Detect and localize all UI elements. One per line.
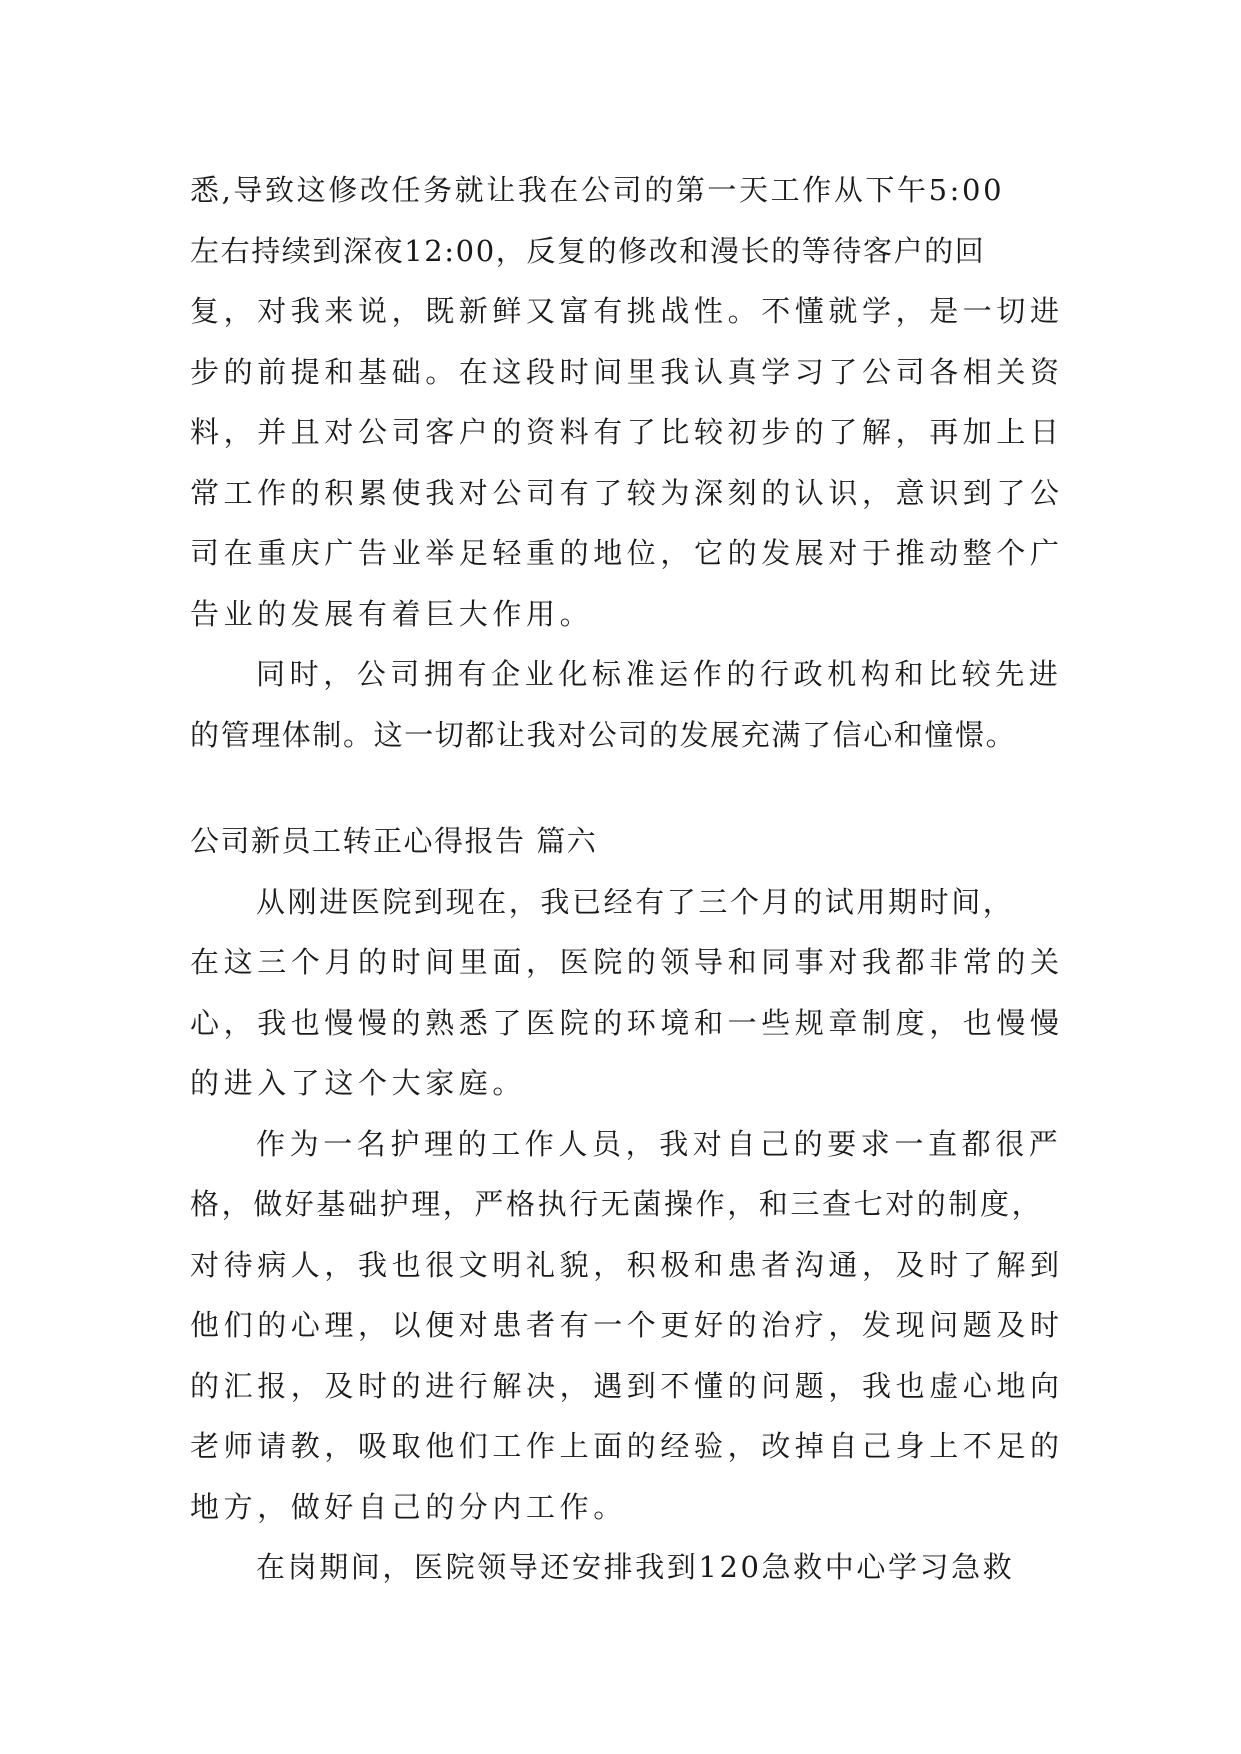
text-line: 老师请教，吸取他们工作上面的经验，改掉自己身上不足的: [190, 1429, 1064, 1463]
text-line: 的进入了这个大家庭。: [190, 1066, 527, 1100]
text-line: 地方，做好自己的分内工作。: [190, 1489, 627, 1524]
text-line: 步的前提和基础。在这段时间里我认真学习了公司各相关资: [190, 354, 1064, 389]
text-line: 对待病人，我也很文明礼貌，积极和患者沟通，及时了解到: [190, 1247, 1064, 1282]
text-line: 格，做好基础护理，严格执行无菌操作，和三查七对的制度，: [190, 1187, 1044, 1221]
text-line: 告业的发展有着巨大作用。: [190, 596, 594, 631]
text-line: 复，对我来说，既新鲜又富有挑战性。不懂就学，是一切进: [190, 294, 1064, 328]
paragraph: [190, 1537, 1050, 1598]
paragraph: [190, 1114, 1064, 1538]
text-line: 心，我也慢慢的熟悉了医院的环境和一些规章制度，也慢慢: [190, 1005, 1064, 1040]
document-body: [190, 160, 1064, 1598]
text-line: 常工作的积累使我对公司有了较为深刻的认识，意识到了公: [190, 475, 1064, 510]
paragraph: [190, 644, 1063, 765]
text-line: 司在重庆广告业举足轻重的地位，它的发展对于推动整个广: [190, 536, 1064, 570]
text-line: 在岗期间，医院领导还安排我到120急救中心学习急救: [256, 1550, 1015, 1584]
text-line: 从刚进医院到现在，我已经有了三个月的试用期时间，: [256, 884, 1015, 919]
paragraph: [190, 160, 1064, 644]
text-line: 的汇报，及时的进行解决，遇到不懂的问题，我也虚心地向: [190, 1368, 1064, 1403]
text-line: 料，并且对公司客户的资料有了比较初步的了解，再加上日: [190, 415, 1064, 449]
text-line: 同时，公司拥有企业化标准运作的行政机构和比较先进: [256, 657, 1063, 691]
paragraph: [190, 872, 1064, 1114]
text-line: 他们的心理，以便对患者有一个更好的治疗，发现问题及时: [190, 1308, 1064, 1342]
text-line: 的管理体制。这一切都让我对公司的发展充满了信心和憧憬。: [190, 717, 1017, 752]
text-line: 在这三个月的时间里面，医院的领导和同事对我都非常的关: [190, 945, 1064, 979]
text-line: 悉,导致这修改任务就让我在公司的第一天工作从下午5:00: [190, 173, 1005, 207]
section-heading: 公司新员工转正心得报告 篇六: [190, 824, 598, 858]
text-line: 作为一名护理的工作人员，我对自己的要求一直都很严: [256, 1126, 1063, 1161]
text-line: 左右持续到深夜12:00，反复的修改和漫长的等待客户的回: [190, 233, 986, 268]
spacer: [190, 765, 1050, 811]
